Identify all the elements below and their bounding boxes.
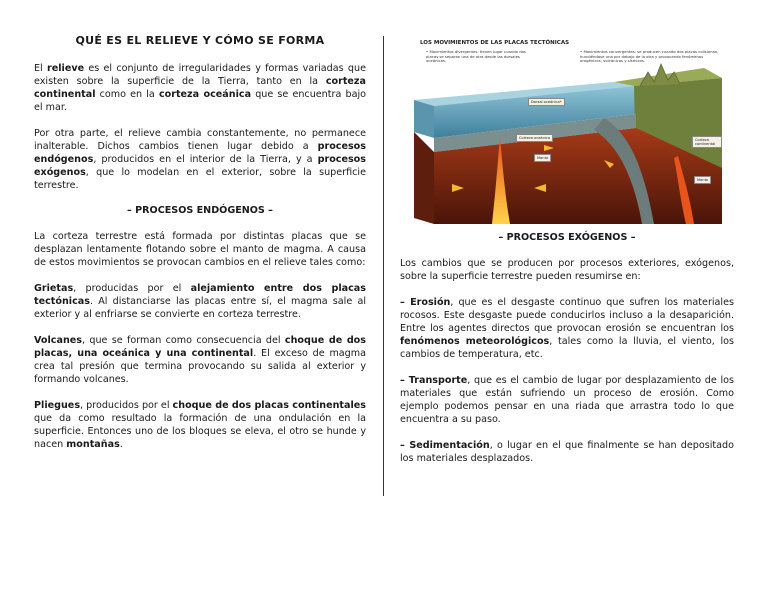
plate-tectonics-illustration [404, 38, 724, 224]
plates-paragraph: La corteza terrestre está formada por distintas placas que se desplazan lentamente flotando sobre el manto de magma. A causa de estos movimientos se provocan cambios en el relieve tales como: [34, 231, 366, 268]
page-title: QUÉ ES EL RELIEVE Y CÓMO SE FORMA [75, 34, 325, 47]
figure-title: LOS MOVIMIENTOS DE LAS PLACAS TECTÓNICAS [420, 40, 570, 46]
pliegues-paragraph: Pliegues, producidos por el choque de dos placas continentales que da como resultado la formación de una ondulación en la superficie. Entonces uno de los bloques se eleva, el otro se hunde y nacen montañas. [34, 400, 367, 450]
label-manto: Manto [534, 154, 551, 162]
erosion-paragraph: – Erosión, que es el desgaste continuo que sufren los materiales rocosos. Este desgaste puede conducirlos incluso a la desaparición. Entre los agentes directos que provocan erosión se encuentran los fenómenos meteorológicos, tales como la lluvia, el viento, los cambios de temperatura, etc. [400, 297, 735, 360]
sedimentacion-paragraph: – Sedimentación, o lugar en el que finalmente se han depositado los materiales desplazados. [400, 440, 734, 464]
label-corteza-oceanica: Corteza oceánica [516, 134, 553, 142]
volcanes-paragraph: Volcanes, que se forman como consecuencia del choque de dos placas, una oceánica y una continental. El exceso de magma crea tal presión que termina provocando su salida al exterior y formando volcanes. [34, 335, 367, 385]
right-column [400, 30, 734, 478]
change-paragraph: Por otra parte, el relieve cambia constantemente, no permanece inalterable. Dichos cambios tienen lugar debido a procesos endógenos, producidos en el interior de la Tierra, y a procesos exógenos, que lo modelan en el exterior, sobre la superficie terrestre. [34, 128, 366, 191]
transporte-paragraph: – Transporte, que es el cambio de lugar por desplazamiento de los materiales que están sufriendo un proceso de erosión. Como ejemplo podemos pensar en una riada que arrastra todo lo que encuentra a su paso. [400, 375, 734, 425]
left-column [34, 62, 366, 464]
label-corteza-continental: Corteza continental [692, 136, 722, 148]
section-heading-endogenos: – PROCESOS ENDÓGENOS – [127, 205, 273, 216]
column-divider [383, 36, 384, 496]
section-heading-exogenos: – PROCESOS EXÓGENOS – [498, 232, 636, 243]
exogenous-intro: Los cambios que se producen por procesos exteriores, exógenos, sobre la superficie terrestre pueden resumirse en: [400, 258, 734, 282]
grietas-paragraph: Grietas, producidas por el alejamiento entre dos placas tectónicas. Al distanciarse las placas entre sí, el magma sale al exterior y al enfriarse se convierte en corteza terrestre. [34, 283, 366, 320]
label-manto-right: Manto [694, 176, 711, 184]
intro-paragraph: El relieve es el conjunto de irregularidades y formas variadas que existen sobre la superficie de la Tierra, tanto en la corteza continental como en la corteza oceánica que se encuentra bajo el mar. [34, 63, 366, 113]
figure-note-divergent: • Movimientos divergentes: tienen lugar cuando dos placas se separan una de otra desde las dorsales oceánicas. [426, 49, 526, 64]
plate-tectonics-figure [404, 38, 724, 216]
figure-note-convergent: • Movimientos convergentes: se producen cuando dos placas colisionan, hundiéndose una por debajo de la otra y provocando fenómenos orogénicos, volcánicos y sísmicos. [580, 49, 719, 64]
label-dorsal: Dorsal oceánica* [528, 98, 565, 106]
